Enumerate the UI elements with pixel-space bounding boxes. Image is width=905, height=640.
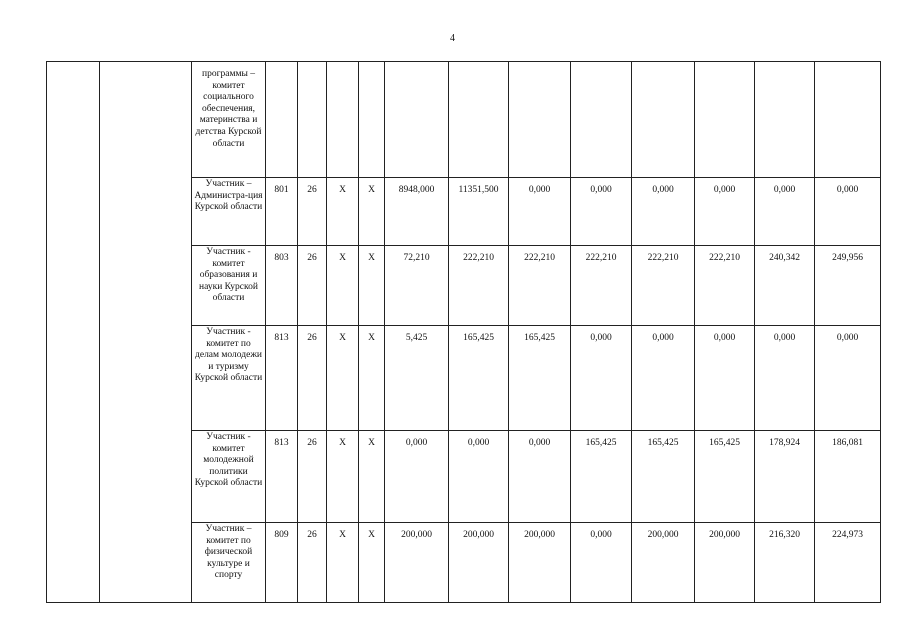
value-cell	[815, 62, 881, 178]
value-cell: 0,000	[632, 326, 695, 431]
vr-cell: X	[359, 431, 385, 523]
value-cell: 222,210	[632, 246, 695, 326]
value-cell: 0,000	[632, 178, 695, 246]
ps-cell: X	[327, 326, 359, 431]
value-cell: 0,000	[815, 326, 881, 431]
rz-cell: 26	[298, 178, 327, 246]
value-cell	[571, 62, 632, 178]
value-cell: 0,000	[695, 178, 755, 246]
value-cell: 200,000	[509, 523, 571, 603]
value-cell: 165,425	[571, 431, 632, 523]
value-cell	[385, 62, 449, 178]
ps-cell: X	[327, 246, 359, 326]
participant-cell: Участник – комитет по физической культуре и спорту	[192, 523, 266, 603]
participant-cell: Участник – Администра-ция Курской области	[192, 178, 266, 246]
value-cell: 165,425	[509, 326, 571, 431]
ps-cell: X	[327, 431, 359, 523]
value-cell: 0,000	[571, 523, 632, 603]
ps-cell: X	[327, 523, 359, 603]
rz-cell	[298, 62, 327, 178]
participant-cell: Участник - комитет молодежной политики Курской области	[192, 431, 266, 523]
value-cell: 165,425	[632, 431, 695, 523]
page-number: 4	[450, 33, 455, 44]
table-row	[47, 62, 881, 178]
value-cell: 222,210	[509, 246, 571, 326]
value-cell	[509, 62, 571, 178]
value-cell: 72,210	[385, 246, 449, 326]
value-cell	[755, 62, 815, 178]
value-cell: 0,000	[815, 178, 881, 246]
vr-cell	[359, 62, 385, 178]
value-cell: 165,425	[695, 431, 755, 523]
rz-cell: 26	[298, 431, 327, 523]
value-cell: 222,210	[571, 246, 632, 326]
grbs-cell: 813	[266, 431, 298, 523]
value-cell: 200,000	[385, 523, 449, 603]
rz-cell: 26	[298, 246, 327, 326]
vr-cell: X	[359, 178, 385, 246]
value-cell: 222,210	[695, 246, 755, 326]
grbs-cell	[266, 62, 298, 178]
value-cell: 0,000	[509, 178, 571, 246]
vr-cell: X	[359, 326, 385, 431]
rz-cell: 26	[298, 326, 327, 431]
value-cell: 0,000	[449, 431, 509, 523]
rz-cell: 26	[298, 523, 327, 603]
value-cell: 0,000	[509, 431, 571, 523]
value-cell: 200,000	[632, 523, 695, 603]
grbs-cell: 809	[266, 523, 298, 603]
grbs-cell: 801	[266, 178, 298, 246]
value-cell	[695, 62, 755, 178]
value-cell: 200,000	[449, 523, 509, 603]
value-cell: 178,924	[755, 431, 815, 523]
value-cell: 0,000	[755, 178, 815, 246]
grbs-cell: 803	[266, 246, 298, 326]
ps-cell: X	[327, 178, 359, 246]
vr-cell: X	[359, 523, 385, 603]
value-cell: 0,000	[755, 326, 815, 431]
value-cell: 165,425	[449, 326, 509, 431]
value-cell: 186,081	[815, 431, 881, 523]
subprogram-cell	[100, 62, 192, 603]
value-cell	[449, 62, 509, 178]
value-cell: 0,000	[571, 178, 632, 246]
participant-cell: Участник - комитет по делам молодежи и туризму Курской области	[192, 326, 266, 431]
value-cell: 11351,500	[449, 178, 509, 246]
value-cell: 0,000	[385, 431, 449, 523]
value-cell: 249,956	[815, 246, 881, 326]
grbs-cell: 813	[266, 326, 298, 431]
value-cell: 200,000	[695, 523, 755, 603]
value-cell: 0,000	[571, 326, 632, 431]
value-cell: 8948,000	[385, 178, 449, 246]
value-cell: 216,320	[755, 523, 815, 603]
ps-cell	[327, 62, 359, 178]
value-cell: 5,425	[385, 326, 449, 431]
participant-cell: Участник - комитет образования и науки Курской области	[192, 246, 266, 326]
budget-table	[46, 61, 881, 603]
value-cell	[632, 62, 695, 178]
vr-cell: X	[359, 246, 385, 326]
participant-cell: программы – комитет социального обеспечения, материнства и детства Курской области	[192, 62, 266, 178]
program-cell	[47, 62, 100, 603]
value-cell: 240,342	[755, 246, 815, 326]
value-cell: 222,210	[449, 246, 509, 326]
value-cell: 0,000	[695, 326, 755, 431]
value-cell: 224,973	[815, 523, 881, 603]
